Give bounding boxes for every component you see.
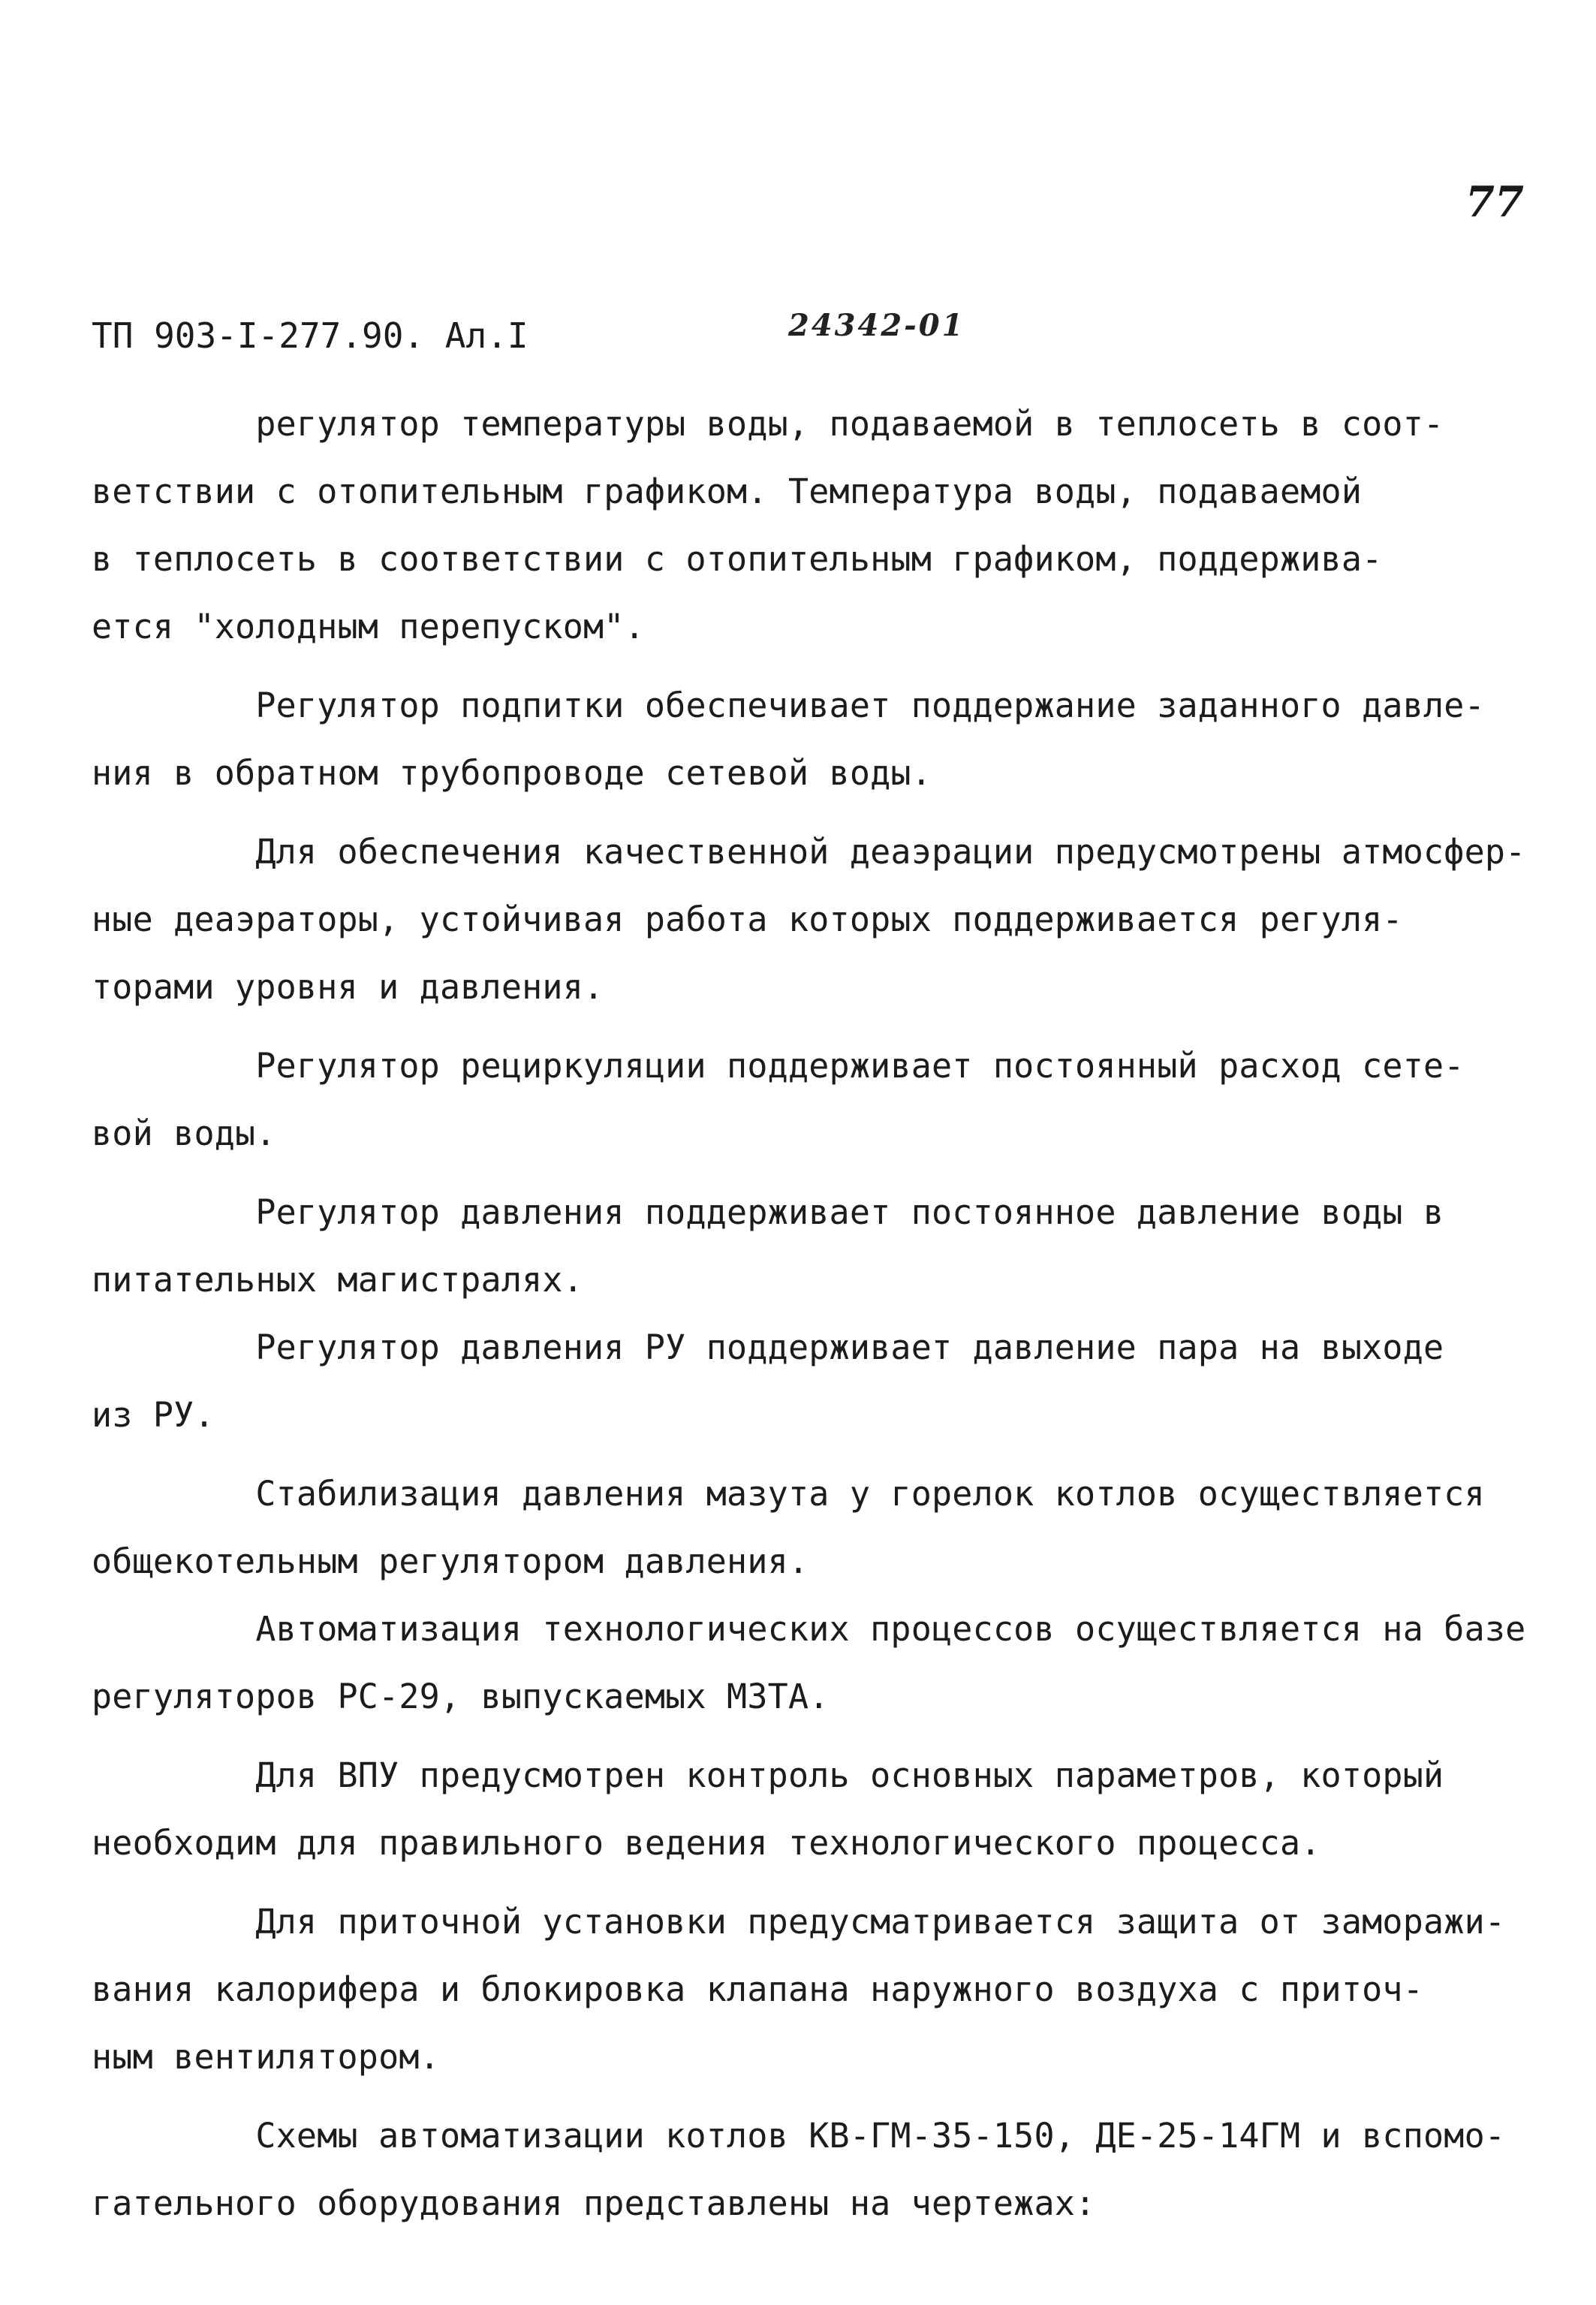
text-line: ным вентилятором.	[92, 2037, 440, 2077]
text-line: питательных магистралях.	[92, 1260, 584, 1300]
text-line: в теплосеть в соответствии с отопительным графиком, поддержива-	[92, 539, 1383, 579]
text-line: Схемы автоматизации котлов КВ-ГМ-35-150, ДЕ-25-14ГМ и вспомо-	[92, 2116, 1506, 2156]
text-line: торами уровня и давления.	[92, 967, 604, 1007]
text-line: ные деаэраторы, устойчивая работа которых поддерживается регуля-	[92, 899, 1403, 939]
handwritten-inventory-number: 24342-01	[788, 308, 965, 343]
text-line: Регулятор рециркуляции поддерживает постоянный расход сете-	[92, 1046, 1465, 1086]
text-line: из РУ.	[92, 1395, 215, 1435]
text-line: Для приточной установки предусматривается защита от заморажи-	[92, 1902, 1506, 1942]
text-line: ветствии с отопительным графиком. Температура воды, подаваемой	[92, 472, 1363, 511]
page-number: 77	[1465, 177, 1524, 227]
text-line: регуляторов РС-29, выпускаемых МЗТА.	[92, 1677, 830, 1716]
text-line: ния в обратном трубопроводе сетевой воды.	[92, 753, 932, 793]
text-line: Регулятор давления РУ поддерживает давление пара на выходе	[92, 1327, 1444, 1367]
document-code: ТП 903-I-277.90. Ал.I	[92, 315, 528, 356]
text-line: регулятор температуры воды, подаваемой в теплосеть в соот-	[92, 404, 1444, 444]
text-line: общекотельным регулятором давления.	[92, 1541, 809, 1581]
text-line: Для ВПУ предусмотрен контроль основных параметров, который	[92, 1755, 1444, 1795]
text-line: необходим для правильного ведения технологического процесса.	[92, 1823, 1321, 1863]
text-line: Для обеспечения качественной деаэрации предусмотрены атмосфер-	[92, 832, 1526, 872]
text-line: Регулятор давления поддерживает постоянное давление воды в	[92, 1192, 1444, 1232]
text-line: Автоматизация технологических процессов осуществляется на базе	[92, 1609, 1526, 1649]
text-line: вания калорифера и блокировка клапана наружного воздуха с приточ-	[92, 1969, 1423, 2009]
text-line: Стабилизация давления мазута у горелок котлов осуществляется	[92, 1474, 1485, 1514]
text-line: вой воды.	[92, 1113, 276, 1153]
text-line: ется "холодным перепуском".	[92, 607, 645, 646]
text-line: гательного оборудования представлены на чертежах:	[92, 2183, 1096, 2223]
text-line: Регулятор подпитки обеспечивает поддержание заданного давле-	[92, 685, 1485, 725]
